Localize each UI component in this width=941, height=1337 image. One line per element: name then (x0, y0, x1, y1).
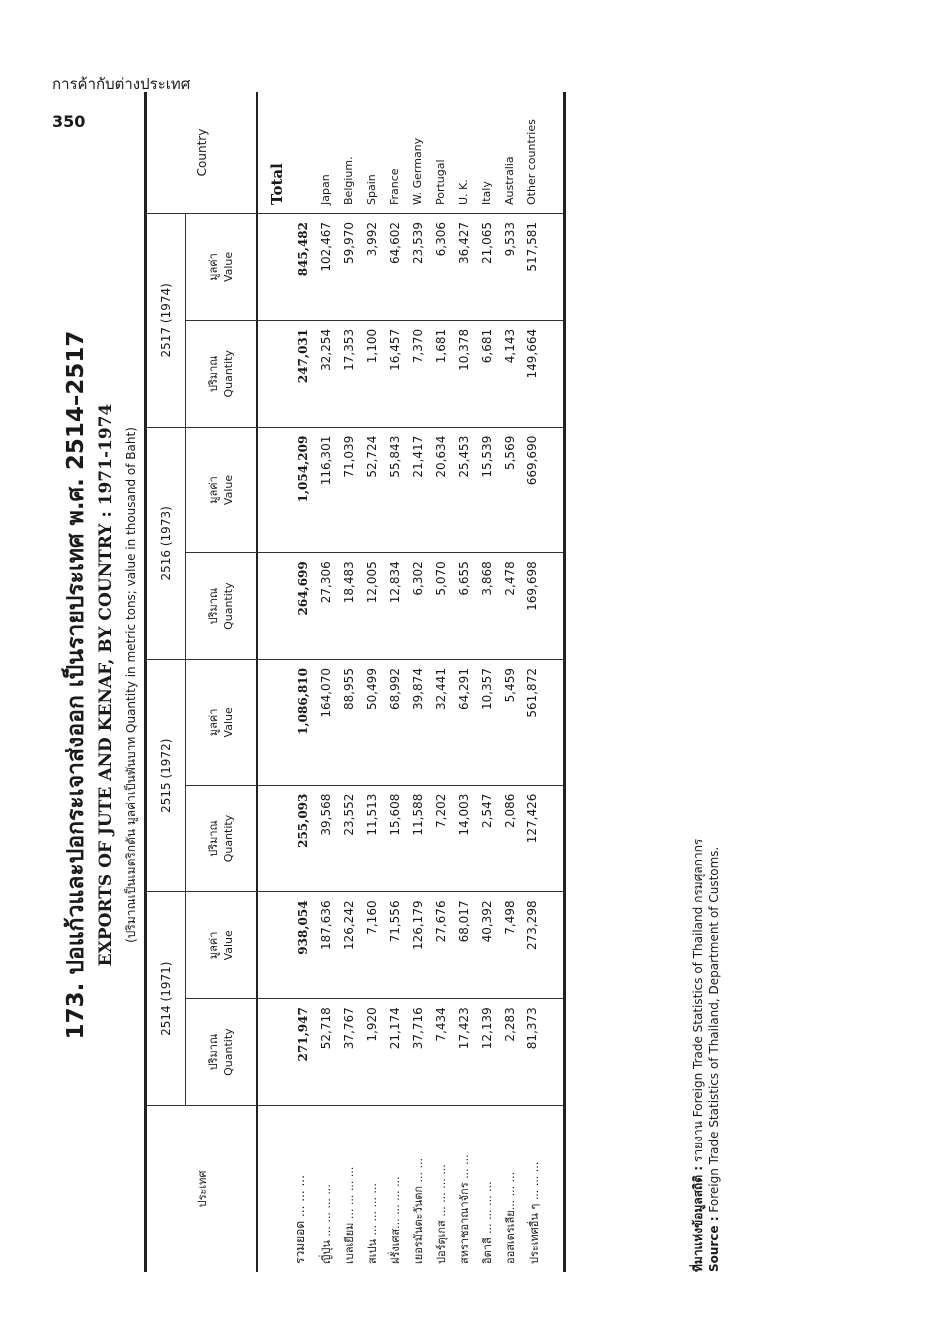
value-cell: 39,874 (406, 660, 429, 786)
header-quantity: ปริมาณ Quantity (186, 999, 258, 1106)
header-year-1974: 2517 (1974) (146, 214, 186, 428)
country-thai-cell: สเปน ... ... ... ... (365, 1183, 379, 1264)
quantity-cell: 21,174 (383, 999, 406, 1106)
value-cell: 32,441 (429, 660, 452, 786)
header-value: มูลค่า Value (186, 892, 258, 999)
value-cell: 5,459 (498, 660, 521, 786)
quantity-cell: 2,478 (498, 553, 521, 660)
country-thai-cell: ฝรั่งเศส... ... ... ... (388, 1176, 402, 1264)
table-row (406, 92, 429, 1272)
country-thai-cell: ออสเตรเลีย... ... ... (503, 1171, 517, 1264)
quantity-cell: 5,070 (429, 553, 452, 660)
country-en-cell: Australia (498, 92, 521, 214)
quantity-cell: 11,588 (406, 785, 429, 892)
quantity-cell: 255,093 (257, 785, 314, 892)
quantity-cell: 2,547 (475, 785, 498, 892)
quantity-cell: 37,716 (406, 999, 429, 1106)
quantity-cell: 6,681 (475, 320, 498, 427)
country-en-cell: Spain (360, 92, 383, 214)
value-cell: 561,872 (521, 660, 565, 786)
value-cell: 187,636 (314, 892, 337, 999)
value-cell: 64,602 (383, 214, 406, 321)
country-en-cell: France (383, 92, 406, 214)
value-cell: 36,427 (452, 214, 475, 321)
header-year-1971: 2514 (1971) (146, 892, 186, 1106)
country-en-cell: Other countries (521, 92, 565, 214)
header-country-thai: ประเทศ (146, 1106, 258, 1273)
value-cell: 5,569 (498, 427, 521, 553)
quantity-cell: 17,353 (337, 320, 360, 427)
quantity-cell: 12,834 (383, 553, 406, 660)
value-cell: 7,498 (498, 892, 521, 999)
value-cell: 273,298 (521, 892, 565, 999)
value-cell: 1,086,810 (257, 660, 314, 786)
header-quantity: ปริมาณ Quantity (186, 785, 258, 892)
value-cell: 938,054 (257, 892, 314, 999)
value-cell: 126,242 (337, 892, 360, 999)
country-en-cell: Italy (475, 92, 498, 214)
source-english: Source : Foreign Trade Statistics of Thailand, Department of Customs. (707, 846, 721, 1272)
value-cell: 55,843 (383, 427, 406, 553)
quantity-cell: 17,423 (452, 999, 475, 1106)
country-thai-cell: ปอร์ตุเกส ... ... ... ... (434, 1164, 448, 1264)
quantity-cell: 37,767 (337, 999, 360, 1106)
value-cell: 21,417 (406, 427, 429, 553)
header-value: มูลค่า Value (186, 214, 258, 321)
country-en-cell: Total (257, 92, 314, 214)
value-cell: 27,676 (429, 892, 452, 999)
table-title-english: EXPORTS OF JUTE AND KENAF, BY COUNTRY : 1971-1974 (96, 403, 116, 967)
value-cell: 1,054,209 (257, 427, 314, 553)
quantity-cell: 12,139 (475, 999, 498, 1106)
page-number: 350 (52, 112, 86, 131)
quantity-cell: 12,005 (360, 553, 383, 660)
page-header: การค้ากับต่างประเทศ (52, 75, 191, 93)
header-quantity: ปริมาณ Quantity (186, 553, 258, 660)
quantity-cell: 7,370 (406, 320, 429, 427)
quantity-cell: 1,681 (429, 320, 452, 427)
value-cell: 7,160 (360, 892, 383, 999)
table-row (314, 92, 337, 1272)
header-value: มูลค่า Value (186, 427, 258, 553)
rotated-table-page (40, 80, 721, 1290)
header-year-1972: 2515 (1972) (146, 660, 186, 892)
value-cell: 15,539 (475, 427, 498, 553)
value-cell: 517,581 (521, 214, 565, 321)
value-cell: 68,992 (383, 660, 406, 786)
source-thai: ที่มาแห่งข้อมูลสถิติ : รายงาน Foreign Trade Statistics of Thailand กรมศุลกากร (691, 838, 705, 1272)
country-en-cell: W. Germany (406, 92, 429, 214)
source-note (690, 839, 722, 1272)
quantity-cell: 10,378 (452, 320, 475, 427)
quantity-cell: 23,552 (337, 785, 360, 892)
table-row (360, 92, 383, 1272)
quantity-cell: 7,202 (429, 785, 452, 892)
table-row (429, 92, 452, 1272)
table-row (337, 92, 360, 1272)
country-thai-cell: สหราชอาณาจักร ... ... (457, 1154, 471, 1264)
quantity-cell: 3,868 (475, 553, 498, 660)
value-cell: 20,634 (429, 427, 452, 553)
country-thai-cell: เยอรมันตะวันตก ... ... (411, 1157, 425, 1264)
quantity-cell: 169,698 (521, 553, 565, 660)
country-thai-cell: รวมยอด ... ... ... (293, 1175, 307, 1264)
value-cell: 116,301 (314, 427, 337, 553)
value-cell: 23,539 (406, 214, 429, 321)
value-cell: 3,992 (360, 214, 383, 321)
quantity-cell: 18,483 (337, 553, 360, 660)
quantity-cell: 81,373 (521, 999, 565, 1106)
header-year-1973: 2516 (1973) (146, 427, 186, 659)
value-cell: 88,955 (337, 660, 360, 786)
quantity-cell: 2,283 (498, 999, 521, 1106)
quantity-cell: 271,947 (257, 999, 314, 1106)
country-thai-cell: ญี่ปุ่น ... ... ... ... (319, 1184, 333, 1264)
quantity-cell: 16,457 (383, 320, 406, 427)
quantity-cell: 247,031 (257, 320, 314, 427)
value-cell: 68,017 (452, 892, 475, 999)
country-en-cell: U. K. (452, 92, 475, 214)
quantity-cell: 15,608 (383, 785, 406, 892)
quantity-cell: 6,302 (406, 553, 429, 660)
value-cell: 71,556 (383, 892, 406, 999)
country-en-cell: Japan (314, 92, 337, 214)
quantity-cell: 27,306 (314, 553, 337, 660)
country-thai-cell: เบลเยียม ... ... ... ... (342, 1166, 356, 1264)
country-en-cell: Belgium. (337, 92, 360, 214)
value-cell: 21,065 (475, 214, 498, 321)
value-cell: 9,533 (498, 214, 521, 321)
quantity-cell: 11,513 (360, 785, 383, 892)
header-country-en: Country (146, 92, 258, 214)
country-en-cell: Portugal (429, 92, 452, 214)
quantity-cell: 6,655 (452, 553, 475, 660)
value-cell: 71,039 (337, 427, 360, 553)
table-row (475, 92, 498, 1272)
value-cell: 10,357 (475, 660, 498, 786)
value-cell: 52,724 (360, 427, 383, 553)
quantity-cell: 1,100 (360, 320, 383, 427)
table-row (452, 92, 475, 1272)
quantity-cell: 264,699 (257, 553, 314, 660)
table-title-thai: 173. ปอแก้วและปอกระเจาส่งออก เป็นรายประเทศ พ.ศ. 2514–2517 (63, 330, 89, 1040)
table-subtitle: (ปริมาณเป็นเมตริกตัน มูลค่าเป็นพันบาท Quantity in metric tons; value in thousand of Baht) (124, 427, 138, 943)
value-cell: 59,970 (337, 214, 360, 321)
value-cell: 102,467 (314, 214, 337, 321)
value-cell: 164,070 (314, 660, 337, 786)
quantity-cell: 39,568 (314, 785, 337, 892)
quantity-cell: 1,920 (360, 999, 383, 1106)
quantity-cell: 127,426 (521, 785, 565, 892)
value-cell: 50,499 (360, 660, 383, 786)
quantity-cell: 2,086 (498, 785, 521, 892)
value-cell: 40,392 (475, 892, 498, 999)
quantity-cell: 32,254 (314, 320, 337, 427)
header-quantity: ปริมาณ Quantity (186, 320, 258, 427)
table-row (498, 92, 521, 1272)
country-thai-cell: อิตาลี ... ... ... ... (480, 1181, 494, 1264)
table-row (521, 92, 565, 1272)
value-cell: 25,453 (452, 427, 475, 553)
table-row-total (257, 92, 314, 1272)
value-cell: 126,179 (406, 892, 429, 999)
value-cell: 845,482 (257, 214, 314, 321)
quantity-cell: 52,718 (314, 999, 337, 1106)
quantity-cell: 14,003 (452, 785, 475, 892)
quantity-cell: 149,664 (521, 320, 565, 427)
table-row (383, 92, 406, 1272)
quantity-cell: 7,434 (429, 999, 452, 1106)
value-cell: 669,690 (521, 427, 565, 553)
header-value: มูลค่า Value (186, 660, 258, 786)
value-cell: 64,291 (452, 660, 475, 786)
value-cell: 6,306 (429, 214, 452, 321)
exports-table (144, 92, 566, 1272)
country-thai-cell: ประเทศอื่น ๆ ... ... ... (528, 1161, 541, 1264)
quantity-cell: 4,143 (498, 320, 521, 427)
